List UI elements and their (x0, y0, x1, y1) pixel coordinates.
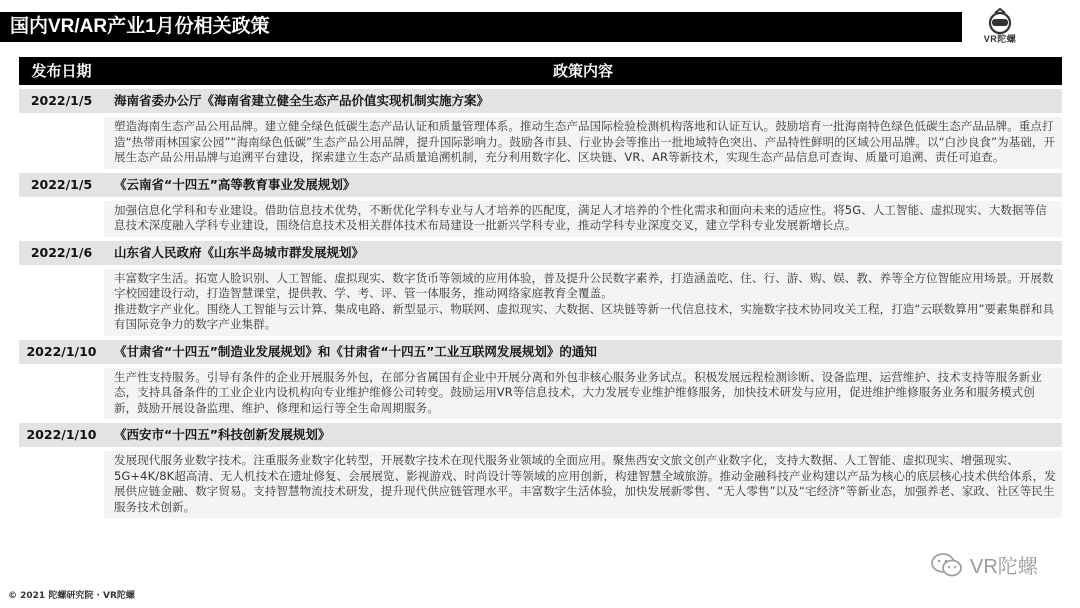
policy-date: 2022/1/10 (26, 427, 97, 442)
wechat-icon (930, 551, 964, 579)
policy-content (104, 368, 1062, 420)
logo-text: VR陀螺 (983, 34, 1017, 44)
policy-date: 2022/1/10 (26, 343, 97, 359)
policy-row-header (19, 423, 1062, 447)
policy-date: 2022/1/5 (30, 176, 93, 192)
policy-title: 《云南省“十四五”高等教育事业发展规划》 (114, 176, 356, 192)
watermark-text: VR陀螺 (970, 556, 1038, 578)
policy-content (104, 269, 1062, 336)
policy-paragraph: 生产性支持服务。引导有条件的企业开展服务外包，在部分省属国有企业中开展分离和外包非核心服务业务试点。积极发展远程检测诊断、设备监理、运营维护、技术支持等服务新业态，支持具备条件的工业企业内设机构向专业维护维修公司转变。鼓励运用VR等信息技术，大力发展专业维护维修服务，加快技术研发与应用，促进维护维修服务业务和服务模式创新，鼓励开展设备监理、维护、修理和运行等全生命周期服务。 (114, 369, 1042, 415)
policy-title: 山东省人民政府《山东半岛城市群发展规划》 (114, 244, 365, 260)
policy-date: 2022/1/5 (30, 93, 93, 108)
wechat-watermark (930, 550, 1038, 579)
table-rows (19, 89, 1062, 518)
policy-paragraph: 加强信息化学科和专业建设。借助信息技术优势，不断优化学科专业与人才培养的匹配度，满足人才培养的个性化需求和面向未来的适应性。将5G、人工智能、虚拟现实、大数据等信息技术深度融入学科专业建设，围绕信息技术及相关群体技术布局建设一批新兴学科专业，推动学科专业深度交叉，建立学科专业发展新增长点。 (114, 202, 1047, 232)
policy-title: 《西安市“十四五”科技创新发展规划》 (114, 427, 331, 442)
header-content: 政策内容 (552, 62, 613, 80)
policy-date: 2022/1/6 (30, 244, 93, 260)
gyroscope-logo-icon (985, 8, 1015, 34)
policy-title: 海南省委办公厅《海南省建立健全生态产品价值实现机制实施方案》 (114, 93, 490, 108)
policy-row-header (19, 241, 1062, 265)
policy-content (104, 201, 1062, 237)
page-title: 国内VR/AR产业1月份相关政策 (0, 12, 962, 42)
policy-paragraph: 塑造海南生态产品公用品牌。建立健全绿色低碳生态产品认证和质量管理体系。推动生态产品国际检验检测机构落地和认证互认。鼓励培育一批海南特色绿色低碳生态产品品牌。重点打造“热带雨林国家公园”“海南绿色低碳”生态产品公用品牌，提升国际影响力。鼓励各市县、行业协会等推出一批地域特色突出、产品特性鲜明的区域公用品牌。以“白沙良食”为基础，开展生态产品公用品牌与追溯平台建设，探索建立生态产品质量追溯机制，充分利用数字化、区块链、VR、AR等新技术，实现生态产品信息可查询、质量可追溯、责任可追查。 (114, 119, 1056, 164)
policy-paragraph: 推进数字产业化。围绕人工智能与云计算、集成电路、新型显示、物联网、虚拟现实、大数据、区块链等新一代信息技术，实施数字技术协同攻关工程，打造“云联数算用”要素集群和具有国际竞争力的数字产业集群。 (114, 301, 1055, 331)
policy-paragraph: 发展现代服务业数字技术。注重服务业数字化转型，开展数字技术在现代服务业领域的全面应用。聚焦西安文旅文创产业数字化，支持大数据、人工智能、虚拟现实、增强现实、5G+4K/8K超高清、无人机技术在遗址修复、会展展览、影视游戏、时尚设计等领域的应用创新，构建智慧全域旅游。推动金融科技产业构建以产品为核心的底层核心技术供给体系，发展供应链金融、数字贸易。支持智慧物流技术研发，提升现代供应链管理水平。丰富数字生活体验，加快发展新零售、“无人零售”以及“宅经济”等新业态，加强养老、家政、社区等民生服务技术创新。 (114, 453, 1056, 514)
policy-row-header (19, 89, 1062, 113)
header-date: 发布日期 (31, 62, 92, 80)
policy-table (19, 57, 1062, 518)
table-header (19, 57, 1062, 85)
policy-row-header (19, 173, 1062, 197)
footer-copyright: © 2021 陀螺研究院 · VR陀螺 (8, 591, 135, 601)
policy-content (104, 451, 1062, 518)
policy-row-header (19, 340, 1062, 364)
policy-content (104, 117, 1062, 169)
brand-logo (972, 8, 1028, 50)
policy-paragraph: 丰富数字生活。拓宽人脸识别、人工智能、虚拟现实、数字货币等领域的应用体验，普及提升公民数字素养，打造涵盖吃、住、行、游、购、娱、教、养等全方位智能应用场景。开展数字校园建设行动，打造智慧课堂，提供教、学、考、评、管一体服务，推动网络家庭教育全覆盖。 (114, 270, 1054, 300)
policy-title: 《甘肃省“十四五”制造业发展规划》和《甘肃省“十四五”工业互联网发展规划》的通知 (114, 343, 597, 359)
